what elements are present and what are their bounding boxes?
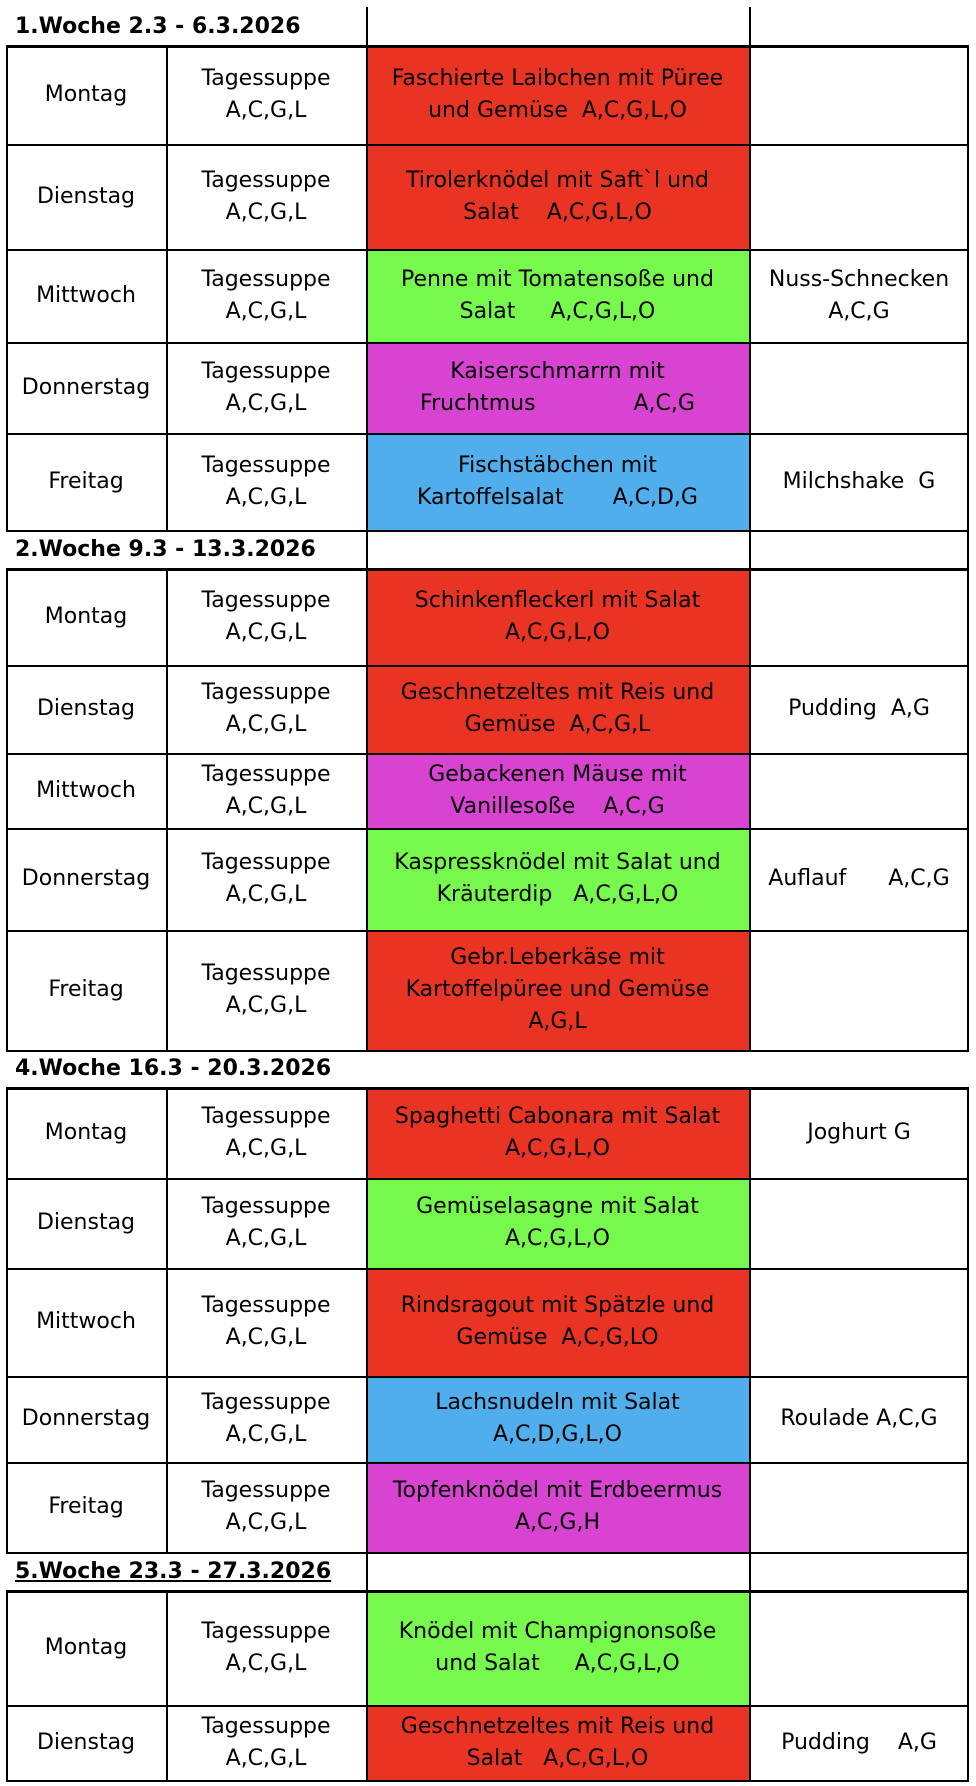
week-title: 2.Woche 9.3 - 13.3.2026: [15, 536, 316, 562]
vertical-rule: [6, 1087, 8, 1552]
horizontal-rule: [6, 568, 969, 571]
soup-cell-line: A,C,G,L: [225, 1422, 307, 1447]
dessert-cell-line: Pudding A,G: [781, 1729, 937, 1755]
main-dish-cell: [366, 930, 749, 1050]
week-header: [6, 530, 366, 568]
main-dish-cell-line: Schinkenfleckerl mit Salat: [414, 587, 701, 613]
dessert-cell-text: [769, 264, 949, 328]
soup-cell-line: A,C,G,L: [225, 882, 307, 907]
soup-cell: [166, 249, 366, 342]
soup-cell-line: Tagessuppe: [201, 452, 331, 478]
vertical-rule: [967, 1552, 969, 1590]
soup-cell-text: [201, 63, 330, 127]
day-name-cell: [6, 144, 166, 249]
dessert-cell-text: [807, 1117, 911, 1149]
horizontal-rule: [6, 1087, 969, 1090]
horizontal-rule: [6, 433, 969, 435]
soup-cell-text: [201, 585, 330, 649]
main-dish-cell-line: Spaghetti Cabonara mit Salat: [394, 1103, 721, 1129]
horizontal-rule: [6, 1552, 969, 1554]
week-header: [6, 1050, 366, 1087]
soup-cell-line: A,C,G,L: [225, 390, 307, 416]
horizontal-rule: [6, 930, 969, 932]
vertical-rule: [166, 568, 168, 1050]
vertical-rule: [749, 530, 751, 568]
main-dish-cell-line: und Gemüse A,C,G,L,O: [428, 97, 687, 123]
vertical-rule: [749, 568, 751, 1050]
main-dish-cell: [366, 1178, 749, 1268]
vertical-rule: [967, 1590, 969, 1780]
soup-cell-line: Tagessuppe: [201, 266, 331, 292]
main-dish-cell-line: Geschnetzeltes mit Reis und: [400, 680, 715, 706]
horizontal-rule: [6, 1462, 969, 1464]
horizontal-rule: [6, 1780, 969, 1782]
day-name-cell: [6, 1268, 166, 1376]
vertical-rule: [366, 7, 368, 45]
dessert-cell-line: Auflauf A,C,G: [768, 866, 950, 892]
main-dish-cell: [366, 144, 749, 249]
soup-cell-text: [201, 958, 330, 1022]
soup-cell-line: Tagessuppe: [201, 587, 331, 613]
main-dish-cell-text: [393, 1475, 722, 1539]
dessert-cell-line: Roulade A,C,G: [780, 1406, 938, 1432]
week-title: 4.Woche 16.3 - 20.3.2026: [15, 1056, 332, 1081]
week-title: 1.Woche 2.3 - 6.3.2026: [15, 13, 301, 39]
dessert-cell: [749, 249, 969, 342]
soup-cell-line: A,C,G,L: [225, 1135, 307, 1161]
main-dish-cell-line: Gemüse A,C,G,L: [464, 712, 651, 737]
horizontal-rule: [6, 1705, 969, 1707]
main-dish-cell-line: und Salat A,C,G,L,O: [435, 1650, 680, 1676]
dessert-cell: [749, 930, 969, 1050]
vertical-rule: [6, 568, 8, 1050]
main-dish-cell-text: [416, 1191, 699, 1255]
soup-cell: [166, 828, 366, 930]
day-name-cell: [6, 1590, 166, 1705]
horizontal-rule: [6, 342, 969, 344]
soup-cell-line: A,C,G,L: [225, 1745, 307, 1771]
dessert-cell: [749, 665, 969, 753]
soup-cell: [166, 45, 366, 144]
horizontal-rule: [6, 1376, 969, 1378]
week-title: 5.Woche 23.3 - 27.3.2026: [15, 1558, 332, 1584]
main-dish-cell: [366, 1590, 749, 1705]
main-dish-cell: [366, 753, 749, 828]
main-dish-cell-text: [401, 677, 714, 741]
main-dish-cell-line: Kräuterdip A,C,G,L,O: [436, 882, 679, 907]
dessert-cell: [749, 753, 969, 828]
soup-cell-text: [201, 847, 330, 911]
day-name-cell: [6, 753, 166, 828]
main-dish-cell-line: Tirolerknödel mit Saft`l und: [406, 167, 709, 193]
soup-cell: [166, 1462, 366, 1552]
main-dish-cell-line: Fischstäbchen mit: [458, 452, 657, 478]
dessert-cell: [749, 1087, 969, 1178]
horizontal-rule: [6, 249, 969, 251]
soup-cell-line: A,C,G,L: [225, 1510, 307, 1535]
soup-cell-line: Tagessuppe: [201, 1478, 331, 1504]
day-name-cell: [6, 1376, 166, 1462]
day-name-cell: [6, 1705, 166, 1780]
main-dish-cell-line: Rindsragout mit Spätzle und: [400, 1293, 715, 1319]
soup-cell-line: A,C,G,L: [225, 993, 307, 1018]
soup-cell-text: [201, 1616, 330, 1680]
soup-cell-text: [201, 1101, 330, 1165]
vertical-rule: [749, 1552, 751, 1590]
day-name: Mittwoch: [36, 1309, 136, 1335]
main-dish-cell-text: [435, 1387, 680, 1451]
vertical-rule: [366, 568, 368, 1050]
day-name: Freitag: [48, 977, 124, 1003]
soup-cell-line: Tagessuppe: [201, 1293, 331, 1319]
soup-cell-text: [201, 165, 330, 229]
dessert-cell: [749, 1268, 969, 1376]
soup-cell-line: A,C,G,L: [225, 1650, 307, 1676]
vertical-rule: [6, 1590, 8, 1780]
day-name-cell: [6, 1087, 166, 1178]
day-name: Dienstag: [36, 696, 136, 722]
main-dish-cell-text: [399, 1616, 717, 1680]
day-name-cell: [6, 665, 166, 753]
main-dish-cell-line: Faschierte Laibchen mit Püree: [391, 65, 724, 91]
day-name-cell: [6, 1462, 166, 1552]
day-name: Donnerstag: [21, 1406, 151, 1432]
main-dish-cell: [366, 45, 749, 144]
soup-cell-line: Tagessuppe: [201, 680, 331, 706]
main-dish-cell: [366, 1462, 749, 1552]
soup-cell: [166, 568, 366, 665]
main-dish-cell-line: Kaiserschmarrn mit: [450, 358, 665, 384]
horizontal-rule: [6, 530, 969, 532]
dessert-cell-line: Joghurt G: [807, 1119, 911, 1145]
main-dish-cell-line: Fruchtmus A,C,G: [420, 390, 695, 416]
vertical-rule: [967, 568, 969, 1050]
dessert-cell-text: [783, 466, 936, 498]
vertical-rule: [749, 45, 751, 530]
vertical-rule: [967, 1087, 969, 1552]
soup-cell-text: [201, 1475, 330, 1539]
main-dish-cell: [366, 1705, 749, 1780]
vertical-rule: [366, 45, 368, 530]
main-dish-cell: [366, 249, 749, 342]
main-dish-cell-text: [392, 63, 723, 127]
week-header: [6, 1552, 366, 1590]
horizontal-rule: [6, 828, 969, 830]
dessert-cell-text: [768, 863, 949, 895]
day-name: Montag: [44, 1634, 128, 1660]
day-name: Freitag: [48, 1494, 124, 1520]
soup-cell-line: A,C,G,L: [225, 97, 307, 123]
main-dish-cell-line: Lachsnudeln mit Salat: [435, 1390, 680, 1416]
dessert-cell-text: [781, 1727, 937, 1759]
soup-cell-line: A,C,G,L: [225, 484, 307, 510]
main-dish-cell-text: [417, 450, 698, 514]
vertical-rule: [967, 45, 969, 530]
main-dish-cell: [366, 1268, 749, 1376]
main-dish-cell-line: Geschnetzeltes mit Reis und: [400, 1713, 715, 1739]
main-dish-cell-line: A,C,G,L,O: [504, 1135, 610, 1161]
horizontal-rule: [6, 753, 969, 755]
soup-cell-line: Tagessuppe: [201, 850, 331, 876]
main-dish-cell-text: [406, 942, 710, 1038]
main-dish-cell-line: Knödel mit Champignonsoße: [398, 1618, 717, 1644]
day-name-cell: [6, 45, 166, 144]
soup-cell-text: [201, 450, 330, 514]
main-dish-cell-line: A,C,G,H: [515, 1510, 600, 1535]
soup-cell-line: A,C,G,L: [225, 619, 307, 645]
soup-cell-text: [201, 759, 330, 823]
horizontal-rule: [6, 45, 969, 48]
soup-cell-text: [201, 264, 330, 328]
vertical-rule: [749, 7, 751, 45]
soup-cell-line: Tagessuppe: [201, 358, 331, 384]
soup-cell-line: Tagessuppe: [201, 1390, 331, 1416]
vertical-rule: [366, 1552, 368, 1590]
vertical-rule: [366, 1590, 368, 1780]
soup-cell-line: Tagessuppe: [201, 961, 331, 987]
main-dish-cell-line: Gebackenen Mäuse mit: [428, 761, 687, 787]
vertical-rule: [6, 45, 8, 530]
day-name: Mittwoch: [36, 282, 136, 308]
dessert-cell: [749, 1376, 969, 1462]
dessert-cell-line: Pudding A,G: [788, 696, 930, 722]
soup-cell-text: [201, 1711, 330, 1775]
soup-cell-line: Tagessuppe: [201, 1194, 331, 1220]
dessert-cell: [749, 1178, 969, 1268]
dessert-cell: [749, 1590, 969, 1705]
main-dish-cell-line: Penne mit Tomatensoße und: [401, 266, 714, 292]
soup-cell-text: [201, 1387, 330, 1451]
soup-cell-text: [201, 1191, 330, 1255]
week-header: [6, 7, 366, 45]
day-name-cell: [6, 433, 166, 530]
day-name: Dienstag: [36, 1729, 136, 1755]
main-dish-cell-text: [394, 847, 720, 911]
main-dish-cell: [366, 665, 749, 753]
main-dish-cell-line: Vanillesoße A,C,G: [450, 793, 665, 819]
main-dish-cell-line: Kaspressknödel mit Salat und: [394, 850, 721, 876]
dessert-cell-line: Nuss-Schnecken: [768, 266, 950, 292]
vertical-rule: [749, 1087, 751, 1552]
dessert-cell-text: [780, 1403, 937, 1435]
day-name: Montag: [44, 1119, 128, 1145]
day-name: Freitag: [48, 468, 124, 494]
main-dish-cell-line: Gemüselasagne mit Salat: [416, 1194, 699, 1220]
soup-cell: [166, 1705, 366, 1780]
main-dish-cell-line: Salat A,C,G,L,O: [463, 199, 652, 225]
dessert-cell-line: A,C,G: [828, 298, 890, 324]
day-name-cell: [6, 1178, 166, 1268]
soup-cell: [166, 930, 366, 1050]
horizontal-rule: [6, 1590, 969, 1593]
soup-cell-text: [201, 677, 330, 741]
horizontal-rule: [6, 665, 969, 667]
horizontal-rule: [6, 1268, 969, 1270]
main-dish-cell-line: Gemüse A,C,G,LO: [456, 1325, 659, 1350]
main-dish-cell-line: Topfenknödel mit Erdbeermus: [392, 1478, 723, 1504]
day-name: Dienstag: [36, 183, 136, 209]
main-dish-cell-text: [401, 1290, 715, 1354]
main-dish-cell-text: [428, 759, 687, 823]
day-name-cell: [6, 249, 166, 342]
main-dish-cell-text: [401, 264, 714, 328]
dessert-cell: [749, 828, 969, 930]
main-dish-cell-text: [401, 1711, 714, 1775]
soup-cell-line: A,C,G,L: [225, 1325, 307, 1350]
vertical-rule: [366, 1087, 368, 1552]
vertical-rule: [166, 1087, 168, 1552]
main-dish-cell-line: Kartoffelpüree und Gemüse: [405, 977, 710, 1003]
soup-cell-line: A,C,G,L: [225, 298, 307, 324]
soup-cell-text: [201, 1290, 330, 1354]
dessert-cell: [749, 144, 969, 249]
soup-cell-line: Tagessuppe: [201, 1103, 331, 1129]
day-name: Montag: [44, 603, 128, 629]
vertical-rule: [749, 1590, 751, 1780]
soup-cell: [166, 1376, 366, 1462]
horizontal-rule: [6, 1178, 969, 1180]
main-dish-cell: [366, 342, 749, 433]
main-dish-cell-line: Gebr.Leberkäse mit: [450, 945, 665, 971]
vertical-rule: [166, 1590, 168, 1780]
main-dish-cell: [366, 1376, 749, 1462]
soup-cell: [166, 1590, 366, 1705]
dessert-cell: [749, 342, 969, 433]
soup-cell: [166, 433, 366, 530]
main-dish-cell-line: Salat A,C,G,L,O: [466, 1745, 649, 1771]
soup-cell: [166, 665, 366, 753]
horizontal-rule: [6, 144, 969, 146]
vertical-rule: [366, 530, 368, 568]
day-name: Donnerstag: [21, 866, 151, 892]
soup-cell-text: [201, 356, 330, 420]
dessert-cell: [749, 433, 969, 530]
main-dish-cell: [366, 828, 749, 930]
soup-cell-line: Tagessuppe: [201, 167, 331, 193]
dessert-cell-text: [788, 693, 930, 725]
main-dish-cell: [366, 568, 749, 665]
main-dish-cell-text: [420, 356, 695, 420]
day-name-cell: [6, 342, 166, 433]
soup-cell: [166, 342, 366, 433]
soup-cell: [166, 1087, 366, 1178]
soup-cell: [166, 753, 366, 828]
soup-cell: [166, 1178, 366, 1268]
dessert-cell: [749, 1705, 969, 1780]
soup-cell-line: A,C,G,L: [225, 199, 307, 225]
main-dish-cell-line: Kartoffelsalat A,C,D,G: [417, 484, 698, 510]
vertical-rule: [166, 45, 168, 530]
soup-cell-line: A,C,G,L: [225, 712, 307, 737]
day-name: Montag: [44, 81, 128, 107]
dessert-cell: [749, 1462, 969, 1552]
soup-cell-line: A,C,G,L: [225, 1226, 307, 1251]
main-dish-cell-line: A,C,G,L,O: [504, 1226, 610, 1251]
day-name-cell: [6, 568, 166, 665]
day-name: Mittwoch: [36, 777, 136, 803]
soup-cell: [166, 144, 366, 249]
main-dish-cell-line: A,G,L: [528, 1008, 587, 1034]
dessert-cell: [749, 45, 969, 144]
soup-cell-line: Tagessuppe: [201, 1618, 331, 1644]
soup-cell-line: Tagessuppe: [201, 1713, 331, 1739]
main-dish-cell-line: A,C,D,G,L,O: [493, 1422, 622, 1447]
day-name-cell: [6, 930, 166, 1050]
day-name: Dienstag: [36, 1210, 136, 1236]
soup-cell-line: Tagessuppe: [201, 761, 331, 787]
day-name-cell: [6, 828, 166, 930]
soup-cell-line: Tagessuppe: [201, 65, 331, 91]
dessert-cell: [749, 568, 969, 665]
main-dish-cell-text: [395, 1101, 720, 1165]
day-name: Donnerstag: [21, 374, 151, 400]
main-dish-cell: [366, 433, 749, 530]
soup-cell-line: A,C,G,L: [225, 793, 307, 819]
horizontal-rule: [6, 1050, 969, 1052]
dessert-cell-line: Milchshake G: [782, 468, 936, 494]
vertical-rule: [967, 530, 969, 568]
main-dish-cell-line: A,C,G,L,O: [504, 619, 610, 645]
main-dish-cell-text: [406, 165, 709, 229]
main-dish-cell-text: [415, 585, 700, 649]
soup-cell: [166, 1268, 366, 1376]
main-dish-cell: [366, 1087, 749, 1178]
main-dish-cell-line: Salat A,C,G,L,O: [459, 298, 656, 324]
